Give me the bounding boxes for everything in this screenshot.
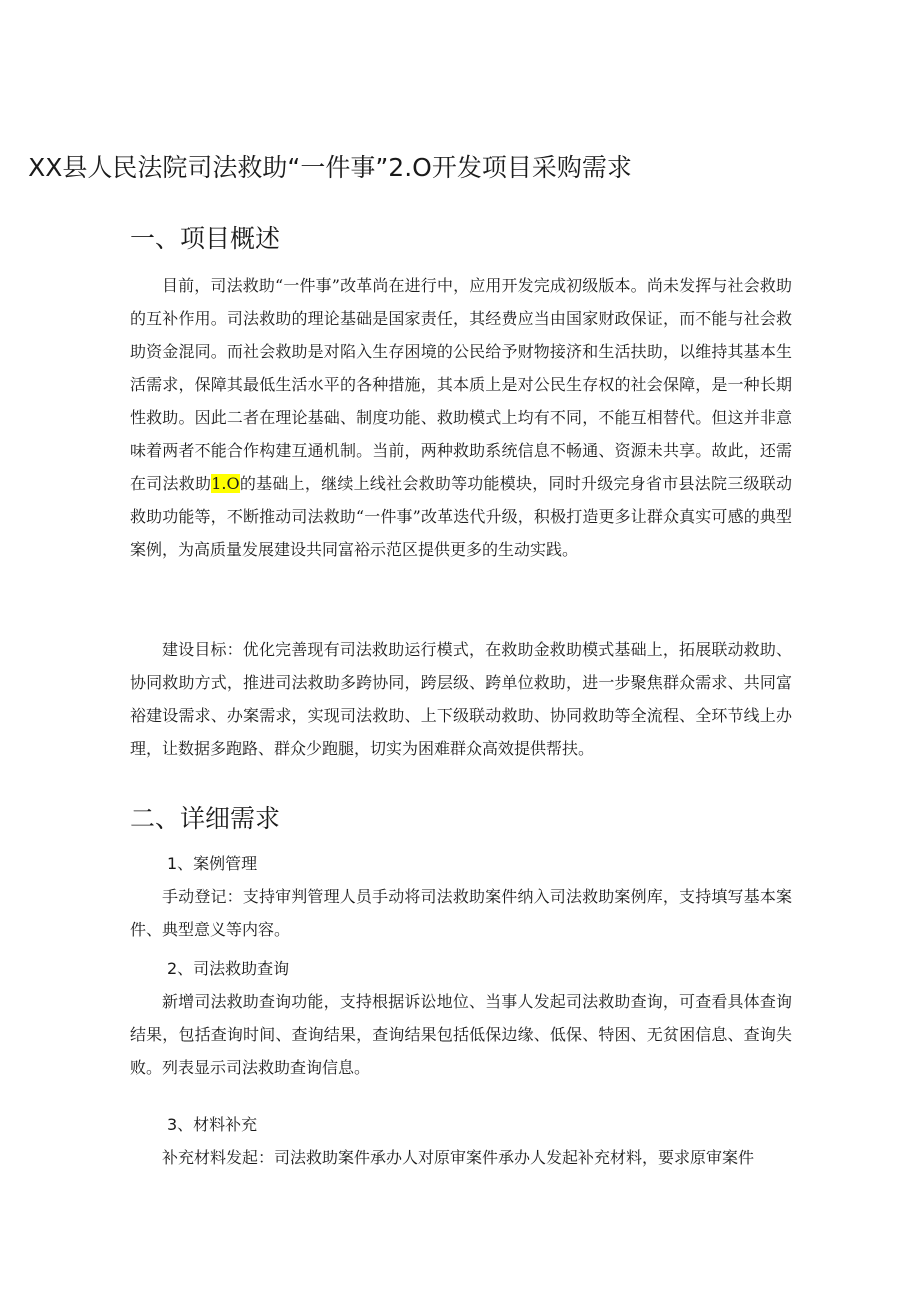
section-heading-requirements: 二、详细需求 <box>130 804 281 833</box>
item-text-case-management: 手动登记：支持审判管理人员手动将司法救助案件纳入司法救助案例库，支持填写基本案件、典型意义等内容。 <box>130 887 792 939</box>
item-text-material-supplement: 补充材料发起：司法救助案件承办人对原审案件承办人发起补充材料，要求原审案件 <box>162 1148 755 1167</box>
overview-text-before: 目前，司法救助“一件事”改革尚在进行中，应用开发完成初级版本。尚未发挥与社会救助的互补作用。司法救助的理论基础是国家责任，其经费应当由国家财政保证，而不能与社会救助资金混同。而社会救助是对陷入生存困境的公民给予财物接济和生活扶助，以维持其基本生活需求，保障其最低生活水平的各种措施，其本质上是对公民生存权的社会保障，是一种长期性救助。因此二者在理论基础、制度功能、救助模式上均有不同，不能互相替代。但这并非意味着两者不能合作构建互通机制。当前，两种救助系统信息不畅通、资源未共享。故此，还需在司法救助 <box>130 276 792 493</box>
item-text-aid-query: 新增司法救助查询功能，支持根据诉讼地位、当事人发起司法救助查询，可查看具体查询结果，包括查询时间、查询结果，查询结果包括低保边缘、低保、特困、无贫困信息、查询失败。列表显示司法救助查询信息。 <box>130 992 792 1077</box>
document-title: XX县人民法院司法救助“一件事”2.O开发项目采购需求 <box>28 153 632 182</box>
item-title-aid-query: 2、司法救助查询 <box>167 959 290 978</box>
section-heading-overview: 一、项目概述 <box>130 224 281 253</box>
item-title-case-management: 1、案例管理 <box>167 854 258 873</box>
goal-paragraph: 建设目标：优化完善现有司法救助运行模式，在救助金救助模式基础上，拓展联动救助、协同救助方式，推进司法救助多跨协同，跨层级、跨单位救助，进一步聚焦群众需求、共同富裕建设需求、办案需求，实现司法救助、上下级联动救助、协同救助等全流程、全环节线上办理，让数据多跑路、群众少跑腿，切实为困难群众高效提供帮扶。 <box>130 640 792 758</box>
item-title-material-supplement: 3、材料补充 <box>167 1115 258 1134</box>
overview-paragraph <box>130 269 792 566</box>
version-highlight: 1.O <box>211 474 240 493</box>
overview-text-after: 的基础上，继续上线社会救助等功能模块，同时升级完身省市县法院三级联动救助功能等，不断推动司法救助“一件事”改革迭代升级，积极打造更多让群众真实可感的典型案例，为高质量发展建设共同富裕示范区提供更多的生动实践。 <box>130 474 792 559</box>
